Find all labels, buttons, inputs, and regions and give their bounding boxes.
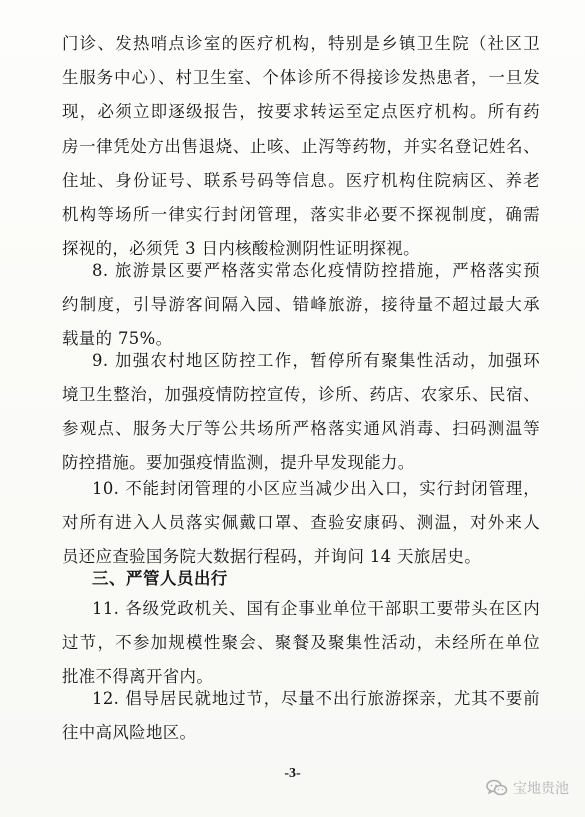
paragraph-11-line-2: 过节，不参加规模性聚会、聚餐及聚集性活动，未经所在单位 [62,633,540,652]
page-number: -3- [284,766,301,781]
paragraph-8-line-2: 约制度，引导游客间隔入园、错峰旅游，接待量不超过最大承 [62,295,540,314]
watermark-text: 宝地贵池 [513,781,569,797]
section-heading-3: 三、严管人员出行 [92,569,228,588]
paragraph-8-line-3: 载量的 75%。 [62,329,173,348]
paragraph-10-line-3: 员还应查验国务院大数据行程码，并询问 14 天旅居史。 [62,547,482,566]
paragraph-9-line-2: 境卫生整治，加强疫情防控宣传，诊所、药店、农家乐、民宿、 [62,385,540,404]
wechat-icon [486,779,508,797]
paragraph-7-line-3: 现，必须立即逐级报告，按要求转运至定点医疗机构。所有药 [62,102,540,121]
paragraph-12-line-2: 往中高风险地区。 [62,723,197,742]
paragraph-10-line-2: 对所有进入人员落实佩戴口罩、查验安康码、测温，对外来人 [62,513,540,532]
paragraph-9-line-1: 9. 加强农村地区防控工作，暂停所有聚集性活动，加强环 [92,351,540,370]
paragraph-12-line-1: 12. 倡导居民就地过节，尽量不出行旅游探亲，尤其不要前 [92,689,540,708]
paragraph-7-line-4: 房一律凭处方出售退烧、止咳、止泻等药物，并实名登记姓名、 [62,137,540,156]
paragraph-7-line-7: 探视的，必须凭 3 日内核酸检测阴性证明探视。 [62,239,420,258]
watermark [486,776,569,800]
paragraph-11-line-1: 11. 各级党政机关、国有企事业单位干部职工要带头在区内 [92,599,540,618]
paragraph-7-line-1: 门诊、发热哨点诊室的医疗机构，特别是乡镇卫生院（社区卫 [62,34,540,53]
paragraph-8-line-1: 8. 旅游景区要严格落实常态化疫情防控措施，严格落实预 [92,261,540,280]
paragraph-9-line-4: 防控措施。要加强疫情监测，提升早发现能力。 [62,453,415,472]
paragraph-9-line-3: 参观点、服务大厅等公共场所严格落实通风消毒、扫码测温等 [62,419,540,438]
paragraph-7-line-6: 机构等场所一律实行封闭管理，落实非必要不探视制度，确需 [62,205,540,224]
paragraph-10-line-1: 10. 不能封闭管理的小区应当减少出入口，实行封闭管理， [92,479,540,498]
paragraph-7-line-5: 住址、身份证号、联系号码等信息。医疗机构住院病区、养老 [62,171,540,190]
paragraph-7-line-2: 生服务中心）、村卫生室、个体诊所不得接诊发热患者，一旦发 [62,68,540,87]
paragraph-11-line-3: 批准不得离开省内。 [62,667,214,686]
